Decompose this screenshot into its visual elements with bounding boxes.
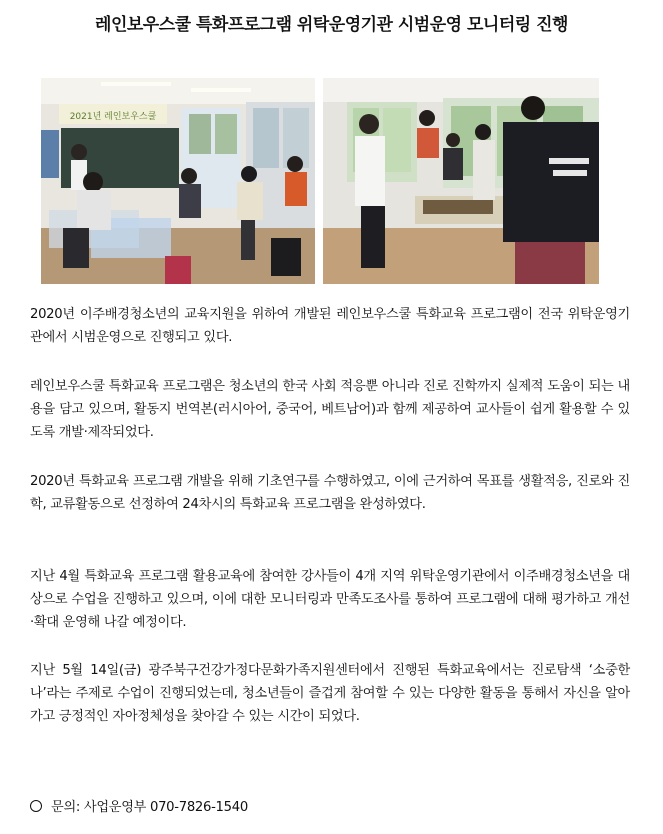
contact-text: 문의: 사업운영부 070-7826-1540 bbox=[51, 800, 248, 815]
classroom-photo-drawing bbox=[41, 78, 315, 284]
article-paragraph: 2020년 특화교육 프로그램 개발을 위해 기초연구를 수행하였고, 이에 근거하여 목표를 생활적응, 진로와 진학, 교류활동으로 선정하여 24차시의 특화교육 프로그램을 완성하였다. bbox=[30, 474, 630, 512]
article-paragraph: 지난 5월 14일(금) 광주북구건강가정다문화가족지원센터에서 진행된 특화교육에서는 진로탐색 ‘소중한 나’라는 주제로 수업이 진행되었는데, 청소년들이 즐겁게 참여할 수 있는 다양한 활동을 통해서 자신을 알아가고 긍정적인 자아정체성을 찾아갈 수 있는 시간이 되었다. bbox=[30, 663, 630, 724]
banner-text: 2021년 레인보우스쿨 bbox=[69, 112, 157, 122]
article-paragraph: 2020년 이주배경청소년의 교육지원을 위하여 개발된 레인보우스쿨 특화교육 프로그램이 전국 위탁운영기관에서 시범운영으로 진행되고 있다. bbox=[30, 307, 630, 345]
article-title: 레인보우스쿨 특화프로그램 위탁운영기관 시범운영 모니터링 진행 bbox=[95, 15, 568, 35]
activity-photo bbox=[323, 78, 599, 284]
circle-icon bbox=[30, 800, 42, 812]
classroom-photo bbox=[41, 78, 315, 284]
article-paragraph: 레인보우스쿨 특화교육 프로그램은 청소년의 한국 사회 적응뿐 아니라 진로 진학까지 실제적 도움이 되는 내용을 담고 있으며, 활동지 번역본(러시아어, 중국어, 베트남어)과 함께 제공하여 교사들이 쉽게 활용할 수 있도록 개발·제작되었다. bbox=[30, 379, 630, 440]
activity-photo-drawing bbox=[323, 78, 599, 284]
article-paragraph: 지난 4월 특화교육 프로그램 활용교육에 참여한 강사들이 4개 지역 위탁운영기관에서 이주배경청소년을 대상으로 수업을 진행하고 있으며, 이에 대한 모니터링과 만족도조사를 통하여 프로그램에 대해 평가하고 개선·확대 운영해 나갈 예정이다. bbox=[30, 569, 630, 630]
contact-line bbox=[30, 796, 248, 815]
